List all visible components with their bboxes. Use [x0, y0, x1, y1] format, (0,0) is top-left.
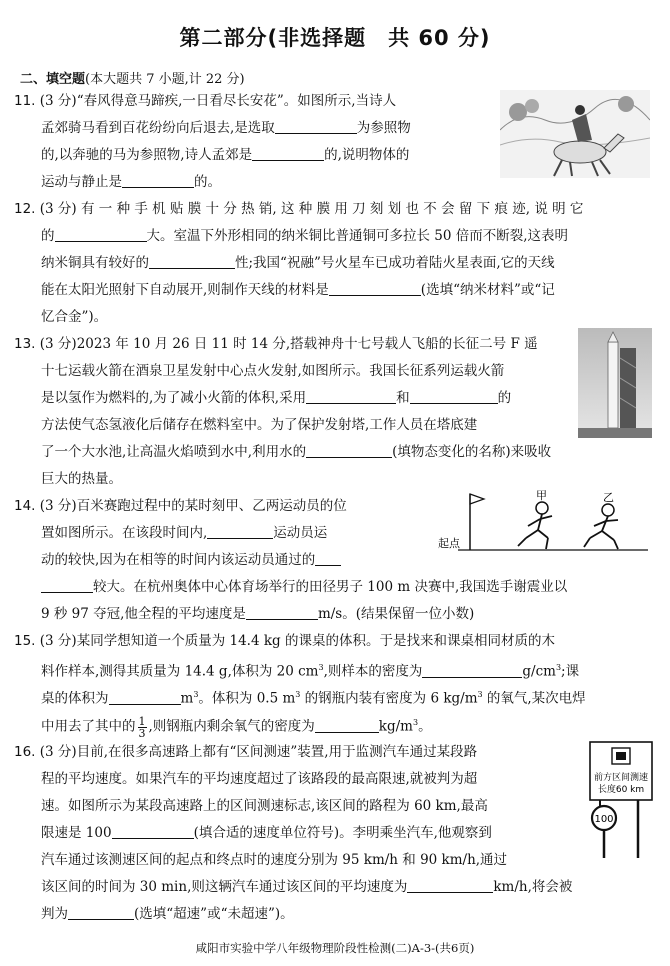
superscript: 3	[555, 663, 562, 672]
question-number: 15.	[14, 633, 36, 649]
q14-line-2a: 置如图所示。在该段时间内,	[41, 525, 208, 541]
section-label: 二、填空题	[20, 72, 86, 87]
answer-blank[interactable]	[68, 906, 134, 920]
q14-line-5b: m/s。(结果保留一位小数)	[317, 606, 475, 622]
q16-line-4a: 限速是 100	[41, 825, 112, 841]
q15-line-4a: 中用去了其中的	[41, 718, 136, 735]
q16-line-7b: (选填“超速”或“未超速”)。	[134, 906, 294, 922]
q15-unit: m	[180, 690, 194, 707]
q15-line-2a: 料作样本,测得其质量为 14.4 g,体积为 20 cm	[41, 663, 319, 680]
section-heading	[20, 68, 245, 87]
q14-line-1: (3 分)百米赛跑过程中的某时刻甲、乙两运动员的位	[39, 498, 347, 514]
answer-blank[interactable]	[149, 255, 235, 269]
answer-blank[interactable]	[55, 228, 147, 242]
rocket-launch-photo	[578, 328, 652, 438]
fraction-denominator: 3	[138, 726, 146, 740]
q14-line-5a: 9 秒 97 夺冠,他全程的平均速度是	[41, 606, 246, 622]
answer-blank[interactable]	[41, 579, 93, 593]
section-note: (本大题共 7 小题,计 22 分)	[85, 72, 245, 87]
speed-limit-value: 100	[594, 814, 614, 825]
q15-unit: kg/m	[378, 718, 413, 735]
q15-line-2b: ,则样本的密度为	[323, 663, 423, 680]
question-number: 16.	[14, 744, 36, 760]
q15-line-3e: 的氧气,某次电焊	[482, 690, 586, 707]
answer-blank[interactable]	[112, 825, 194, 839]
answer-blank[interactable]	[122, 174, 194, 188]
q13-line-2: 十七运载火箭在酒泉卫星发射中心点火发射,如图所示。我国长征系列运载火箭	[41, 363, 505, 379]
answer-blank[interactable]	[275, 120, 357, 134]
runner-b-label: 乙	[603, 491, 614, 504]
runner-a-label: 甲	[536, 489, 547, 502]
q13-line-6: 巨大的热量。	[41, 471, 122, 487]
runner-b-figure	[584, 504, 618, 549]
sign-text-1: 前方区间测速	[593, 773, 649, 783]
answer-blank[interactable]	[252, 147, 324, 161]
answer-blank[interactable]	[109, 691, 181, 705]
q15-unit: g/cm	[522, 663, 556, 680]
q13-line-1: (3 分)2023 年 10 月 26 日 11 时 14 分,搭载神舟十七号载人飞船的长征二号 F 遥	[39, 336, 538, 352]
q11-line-4b: 的。	[194, 174, 221, 190]
superscript: 3	[318, 663, 324, 672]
question-number: 11.	[14, 93, 36, 109]
q16-line-2: 程的平均速度。如果汽车的平均速度超过了该路段的最高限速,就被判为超	[41, 771, 478, 787]
question-number: 13.	[14, 336, 36, 352]
q16-line-1: (3 分)目前,在很多高速路上都有“区间测速”装置,用于监测汽车通过某段路	[39, 744, 478, 760]
q11-line-2b: 为参照物	[356, 120, 411, 136]
part-title: 第二部分(非选择题 共 60 分)	[179, 26, 491, 50]
q12-line-5: 忆合金”)。	[41, 309, 108, 325]
q12-line-2a: 的	[41, 228, 55, 244]
q16-line-4b: (填合适的速度单位符号)。李明乘坐汽车,他观察到	[193, 825, 492, 841]
q11-line-1: (3 分)“春风得意马蹄疾,一日看尽长安花”。如图所示,当诗人	[39, 93, 397, 109]
answer-blank[interactable]	[306, 390, 396, 404]
answer-blank[interactable]	[315, 552, 341, 566]
q15-line-2d: ;课	[561, 663, 580, 680]
q15-line-3a: 桌的体积为	[41, 690, 109, 707]
q13-line-5b: (填物态变化的名称)来吸收	[392, 444, 552, 460]
answer-blank[interactable]	[410, 390, 498, 404]
q12-line-4b: (选填“纳米材料”或“记	[420, 282, 555, 298]
q11-line-2a: 孟郊骑马看到百花纷纷向后退去,是选取	[41, 120, 275, 136]
q16-line-3: 速。如图所示为某段高速路上的区间测速标志,该区间的路程为 60 km,最高	[41, 798, 488, 814]
answer-blank[interactable]	[407, 879, 493, 893]
poet-horse-illustration	[500, 90, 650, 178]
page-footer: 咸阳市实验中学八年级物理阶段性检测(二)A-3-(共6页)	[195, 941, 475, 955]
q15-line-3c: 。体积为 0.5 m	[198, 690, 296, 707]
q12-line-3b: 性;我国“祝融”号火星车已成功着陆火星表面,它的天线	[235, 255, 555, 271]
q14-line-4a: 较大。在杭州奥体中心体育场举行的田径男子 100 m 决赛中,我国选手谢震业以	[93, 579, 568, 595]
superscript: 3	[193, 690, 199, 699]
q16-line-7a: 判为	[41, 906, 68, 922]
q12-line-3a: 纳米铜具有较好的	[41, 255, 149, 271]
q15-line-1: (3 分)某同学想知道一个质量为 14.4 kg 的课桌的体积。于是找来和课桌相同材质的木	[39, 633, 555, 649]
q15-line-4b: ,则钢瓶内剩余氧气的密度为	[148, 718, 315, 735]
q13-line-3b: 和	[396, 390, 410, 406]
fraction-one-third	[138, 716, 147, 739]
q16-line-6b: km/h,将会被	[493, 879, 573, 895]
q11-line-3a: 的,以奔驰的马为参照物,诗人孟郊是	[41, 147, 253, 163]
question-number: 12.	[14, 201, 36, 217]
q13-line-5a: 了一个大水池,让高温火焰喷到水中,利用水的	[41, 444, 307, 460]
answer-blank[interactable]	[315, 719, 379, 733]
q12-line-1: (3 分) 有 一 种 手 机 贴 膜 十 分 热 销, 这 种 膜 用 刀 刻 划 也 不 会 留 下 痕 迹, 说 明 它	[39, 201, 584, 217]
q13-line-3c: 的	[497, 390, 512, 406]
answer-blank[interactable]	[207, 525, 273, 539]
q11-line-4a: 运动与静止是	[41, 174, 122, 190]
superscript: 3	[477, 690, 483, 699]
superscript: 3	[295, 690, 301, 699]
q12-line-4a: 能在太阳光照射下自动展开,则制作天线的材料是	[41, 282, 329, 298]
start-label: 起点	[438, 537, 460, 550]
sign-text-2: 长度60 km	[597, 785, 645, 795]
q12-line-2b: 大。室温下外形相同的纳米铜比普通铜可多拉长 50 倍而不断裂,这表明	[146, 228, 569, 244]
q13-line-4: 方法使气态氢液化后储存在燃料室中。为了保护发射塔,工作人员在塔底建	[41, 417, 478, 433]
fraction-numerator: 1	[138, 714, 146, 728]
q15-line-3d: 的钢瓶内装有密度为 6 kg/m	[300, 690, 478, 707]
q16-line-6a: 该区间的时间为 30 min,则这辆汽车通过该区间的平均速度为	[41, 879, 408, 895]
question-number: 14.	[14, 498, 36, 514]
runner-a-figure	[518, 502, 552, 549]
q14-line-3a: 动的较快,因为在相等的时间内该运动员通过的	[41, 552, 316, 568]
q13-line-3a: 是以氢作为燃料的,为了减小火箭的体积,采用	[41, 390, 307, 406]
q15-line-4d: 。	[418, 718, 432, 735]
q14-line-2b: 运动员运	[273, 525, 328, 541]
q11-line-3b: 的,说明物体的	[324, 147, 410, 163]
answer-blank[interactable]	[422, 664, 522, 678]
answer-blank[interactable]	[246, 606, 318, 620]
speed-zone-sign	[588, 740, 654, 862]
start-flag-icon	[470, 494, 484, 504]
q16-line-5: 汽车通过该测速区间的起点和终点时的速度分别为 95 km/h 和 90 km/h,通过	[41, 852, 508, 868]
runners-diagram	[438, 486, 650, 562]
superscript: 3	[412, 718, 419, 727]
answer-blank[interactable]	[329, 282, 421, 296]
answer-blank[interactable]	[306, 444, 392, 458]
